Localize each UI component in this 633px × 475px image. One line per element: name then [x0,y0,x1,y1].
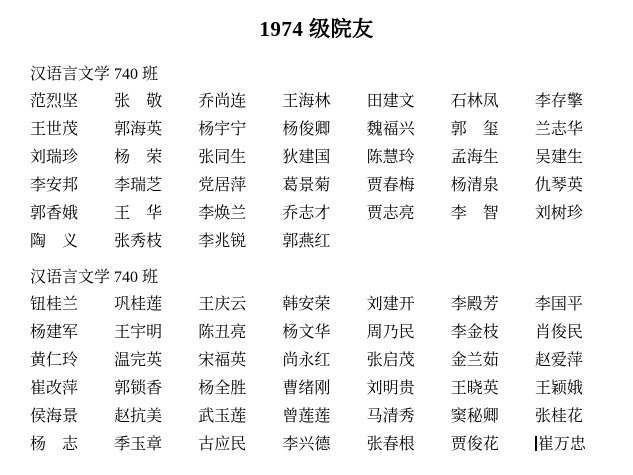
name-cell: 王颖娥 [534,380,583,397]
name-cell: 周乃民 [366,324,415,341]
name-cell: 吴建生 [534,149,583,166]
name-cell: 陶 义 [30,233,79,250]
name-cell: 钮桂兰 [30,296,79,313]
name-cell: 李国平 [534,296,583,313]
name-cell: 李金枝 [450,324,499,341]
name-cell: 刘明贵 [366,380,415,397]
name-cell: 马清秀 [366,408,415,425]
name-cell: 巩桂莲 [114,296,163,313]
name-cell: 温完英 [114,352,163,369]
name-cell: 王世茂 [30,121,79,138]
name-cell: 宋福英 [198,352,247,369]
class-section-1 [0,65,633,256]
name-cell: 杨文华 [282,324,331,341]
name-cell: 尚永红 [282,352,331,369]
name-cell: 魏福兴 [366,121,415,138]
name-cell: 刘瑞珍 [30,149,79,166]
name-cell: 李存擎 [534,93,583,110]
name-cell: 崔改萍 [30,380,79,397]
page-title: 1974 级院友 [259,17,374,41]
name-cell: 杨 荣 [114,149,163,166]
name-cell: 杨 志 [30,436,79,453]
name-cell: 王晓英 [450,380,499,397]
name-cell: 曾莲莲 [282,408,331,425]
name-cell: 张桂花 [534,408,583,425]
name-cell: 王庆云 [198,296,247,313]
name-cell: 贾春梅 [366,177,415,194]
name-cell: 乔尚连 [198,93,247,110]
name-cell: 郭海英 [114,121,163,138]
name-cell: 曹绪刚 [282,380,331,397]
name-cell: 孟海生 [450,149,499,166]
name-cell: 范烈坚 [30,93,79,110]
name-cell: 韩安荣 [282,296,331,313]
section-header: 汉语言文学 740 班 [30,269,159,286]
name-cell: 刘建开 [366,296,415,313]
name-cell: 杨宇宁 [198,121,247,138]
name-cell: 兰志华 [534,121,583,138]
name-cell: 张同生 [198,149,247,166]
name-grid [30,88,619,256]
name-cell: 古应民 [198,436,247,453]
name-grid [30,291,619,459]
name-cell: 窦秘卿 [450,408,499,425]
name-cell: 李瑞芝 [114,177,163,194]
name-cell: 李殿芳 [450,296,499,313]
class-section-2 [0,268,633,459]
text-cursor [535,436,537,451]
section-header: 汉语言文学 740 班 [30,66,159,83]
name-cell: 党居萍 [198,177,247,194]
name-cell: 李 智 [450,205,499,222]
name-cell: 仇琴英 [534,177,583,194]
name-cell: 田建文 [366,93,415,110]
name-cell: 肖俊民 [534,324,583,341]
name-cell: 张启茂 [366,352,415,369]
name-cell: 张春根 [366,436,415,453]
name-cell: 李兆锐 [198,233,247,250]
name-cell: 王宇明 [114,324,163,341]
name-cell: 郭锁香 [114,380,163,397]
name-cell: 陈丑亮 [198,324,247,341]
name-cell: 狄建国 [282,149,331,166]
name-cell: 李兴德 [282,436,331,453]
name-cell: 武玉莲 [198,408,247,425]
name-cell: 李安邦 [30,177,79,194]
name-cell: 杨俊卿 [282,121,331,138]
name-cell: 崔万忠 [535,431,619,459]
name-cell: 贾俊花 [450,436,499,453]
name-cell: 张 敬 [114,93,163,110]
name-cell: 黄仁玲 [30,352,79,369]
name-cell: 陈慧玲 [366,149,415,166]
name-cell: 贾志亮 [366,205,415,222]
name-cell: 赵抗美 [114,408,163,425]
name-cell: 王 华 [114,205,163,222]
name-cell: 刘树珍 [534,205,583,222]
name-cell: 王海林 [282,93,331,110]
name-cell: 乔志才 [282,205,331,222]
name-cell: 侯海景 [30,408,79,425]
name-cell: 郭 玺 [450,121,499,138]
name-cell: 郭香娥 [30,205,79,222]
name-cell: 杨建军 [30,324,79,341]
name-cell: 张秀枝 [114,233,163,250]
name-cell: 杨全胜 [198,380,247,397]
name-cell: 季玉章 [114,436,163,453]
name-cell: 郭燕红 [282,233,331,250]
name-cell: 赵爱萍 [534,352,583,369]
name-cell: 石林凤 [450,93,499,110]
name-cell: 金兰茹 [450,352,499,369]
name-cell: 杨清泉 [450,177,499,194]
name-cell: 李焕兰 [198,205,247,222]
name-cell: 葛景菊 [282,177,331,194]
